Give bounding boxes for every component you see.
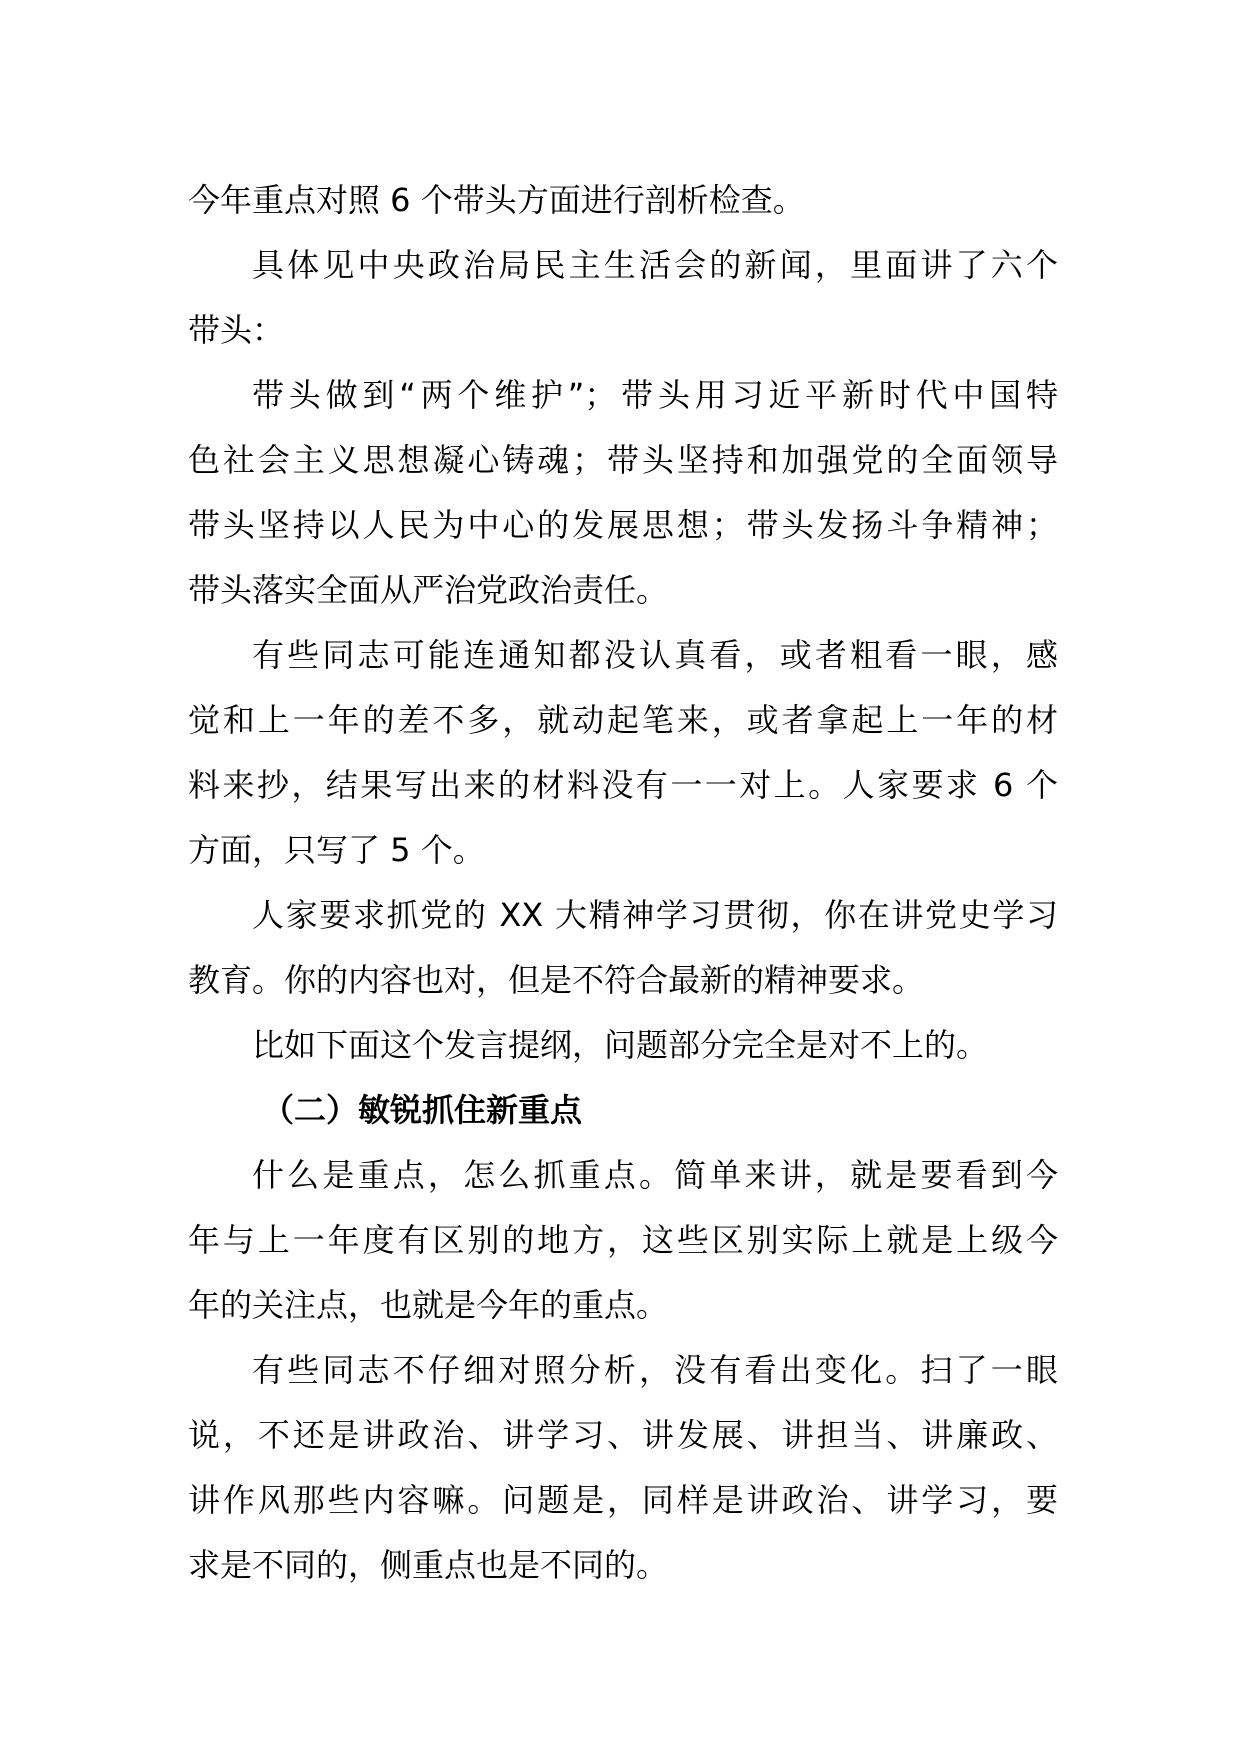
- text-line: 带头：: [188, 311, 285, 349]
- text-line: 什么是重点，怎么抓重点。简单来讲，就是要看到今: [252, 1156, 1058, 1194]
- text-line: 色社会主义思想凝心铸魂；带头坚持和加强党的全面领导: [188, 441, 1058, 479]
- text-line: 年的关注点，也就是今年的重点。: [188, 1286, 669, 1324]
- paragraph-1: [188, 233, 1058, 363]
- text-line: 比如下面这个发言提纲，问题部分完全是对不上的。: [252, 1026, 989, 1064]
- paragraph-6: [188, 1143, 1058, 1338]
- text-line: 带头坚持以人民为中心的发展思想；带头发扬斗争精神；: [188, 506, 1058, 544]
- paragraph-3: [188, 623, 1058, 883]
- text-line: 教育。你的内容也对，但是不符合最新的精神要求。: [188, 961, 925, 999]
- text-line: 具体见中央政治局民主生活会的新闻，里面讲了六个: [252, 246, 1058, 284]
- text-line: 说，不还是讲政治、讲学习、讲发展、讲担当、讲廉政、: [188, 1416, 1058, 1454]
- text-line: 人家要求抓党的 XX 大精神学习贯彻，你在讲党史学习: [252, 896, 1058, 934]
- text-line: 求是不同的，侧重点也是不同的。: [188, 1546, 669, 1584]
- heading-text: （二）敏锐抓住新重点: [262, 1091, 583, 1129]
- text-line: 带头落实全面从严治党政治责任。: [188, 571, 669, 609]
- text-line: 讲作风那些内容嘛。问题是，同样是讲政治、讲学习，要: [188, 1481, 1058, 1519]
- text-line: 今年重点对照 6 个带头方面进行剖析检查。: [188, 181, 805, 219]
- text-line: 有些同志不仔细对照分析，没有看出变化。扫了一眼: [252, 1351, 1058, 1389]
- section-heading: [188, 1078, 1058, 1143]
- paragraph-2: [188, 363, 1058, 623]
- paragraph-4: [188, 883, 1058, 1013]
- text-line: 料来抄，结果写出来的材料没有一一对上。人家要求 6 个: [188, 766, 1058, 804]
- document-body: [188, 168, 1058, 1598]
- text-line: 年与上一年度有区别的地方，这些区别实际上就是上级今: [188, 1221, 1058, 1259]
- paragraph-7: [188, 1338, 1058, 1598]
- paragraph-5: [188, 1013, 1058, 1078]
- paragraph-0: [188, 168, 1058, 233]
- text-line: 方面，只写了 5 个。: [188, 831, 485, 869]
- text-line: 有些同志可能连通知都没认真看，或者粗看一眼，感: [252, 636, 1058, 674]
- text-line: 带头做到“两个维护”；带头用习近平新时代中国特: [252, 376, 1058, 414]
- text-line: 觉和上一年的差不多，就动起笔来，或者拿起上一年的材: [188, 701, 1058, 739]
